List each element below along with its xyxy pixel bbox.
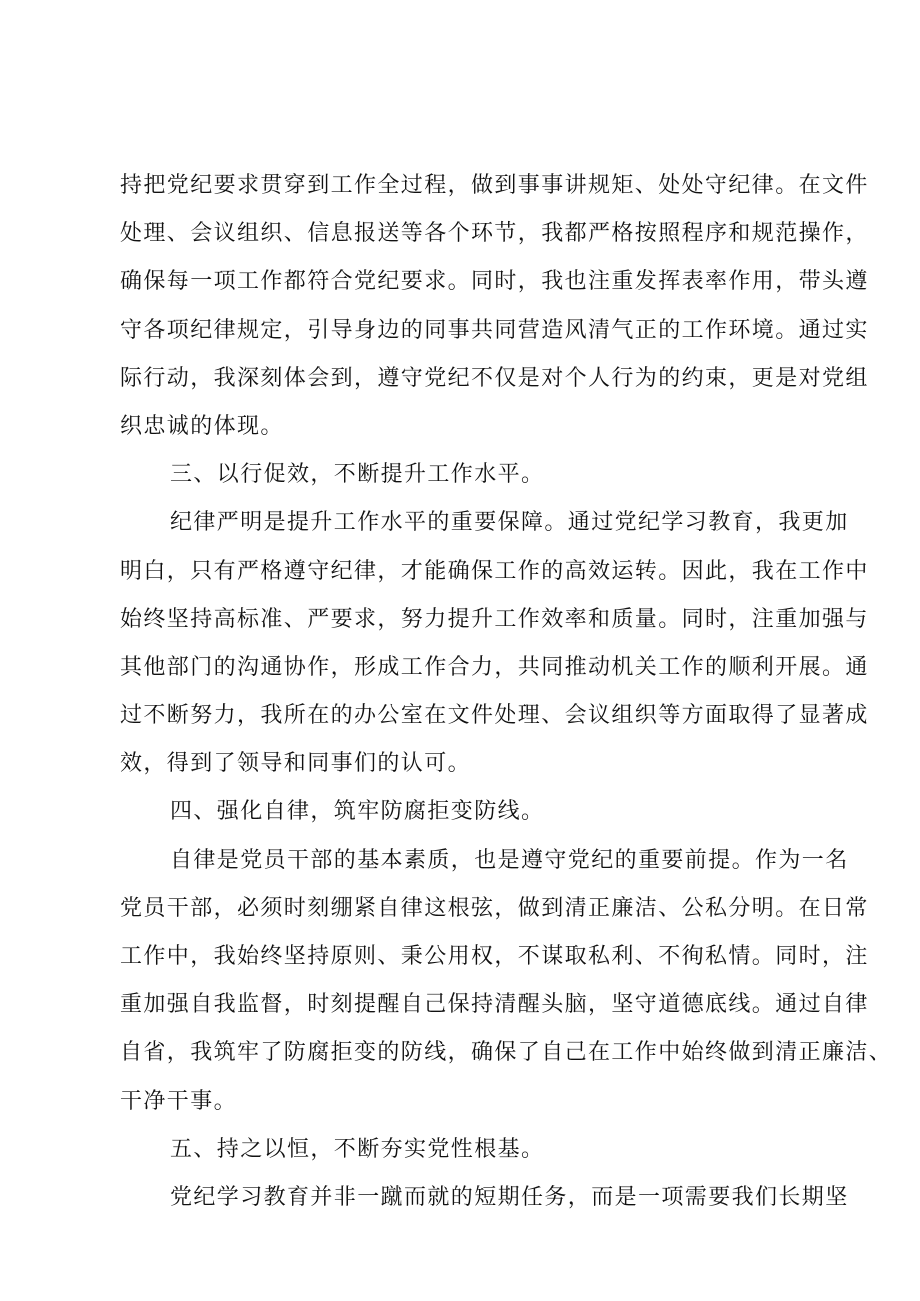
text-line: 确保每一项工作都符合党纪要求。同时，我也注重发挥表率作用，带头遵 bbox=[120, 269, 869, 295]
text-line: 处理、会议组织、信息报送等各个环节，我都严格按照程序和规范操作， bbox=[120, 221, 869, 247]
text-line: 纪律严明是提升工作水平的重要保障。通过党纪学习教育，我更加 bbox=[170, 510, 849, 536]
text-line: 始终坚持高标准、严要求，努力提升工作效率和质量。同时，注重加强与 bbox=[120, 606, 869, 632]
paragraph-self-discipline bbox=[120, 837, 893, 1126]
text-line: 工作中，我始终坚持原则、秉公用权，不谋取私利、不徇私情。同时，注 bbox=[120, 944, 869, 970]
section-heading-three: 三、以行促效，不断提升工作水平。 bbox=[170, 462, 545, 488]
text-line: 党纪学习教育并非一蹴而就的短期任务，而是一项需要我们长期坚 bbox=[170, 1184, 849, 1210]
text-line: 干净干事。 bbox=[120, 1088, 238, 1114]
text-line: 守各项纪律规定，引导身边的同事共同营造风清气正的工作环境。通过实 bbox=[120, 317, 869, 343]
paragraph-persistence bbox=[120, 1174, 849, 1222]
text-line: 自律是党员干部的基本素质，也是遵守党纪的重要前提。作为一名 bbox=[170, 847, 849, 873]
paragraph-work-level bbox=[120, 499, 869, 788]
text-line: 效，得到了领导和同事们的认可。 bbox=[120, 751, 472, 777]
paragraph-discipline-practice bbox=[120, 162, 869, 451]
text-line: 党员干部，必须时刻绷紧自律这根弦，做到清正廉洁、公私分明。在日常 bbox=[120, 895, 869, 921]
text-line: 明白，只有严格遵守纪律，才能确保工作的高效运转。因此，我在工作中 bbox=[120, 558, 869, 584]
text-line: 持把党纪要求贯穿到工作全过程，做到事事讲规矩、处处守纪律。在文件 bbox=[120, 173, 869, 198]
text-line: 过不断努力，我所在的办公室在文件处理、会议组织等方面取得了显著成 bbox=[120, 703, 869, 729]
text-line: 其他部门的沟通协作，形成工作合力，共同推动机关工作的顺利开展。通 bbox=[120, 654, 869, 680]
section-heading-four: 四、强化自律，筑牢防腐拒变防线。 bbox=[170, 799, 545, 825]
document-body bbox=[120, 162, 893, 1222]
text-line: 自省，我筑牢了防腐拒变的防线，确保了自己在工作中始终做到清正廉洁、 bbox=[120, 1040, 893, 1066]
text-line: 织忠诚的体现。 bbox=[120, 413, 284, 439]
text-line: 际行动，我深刻体会到，遵守党纪不仅是对个人行为的约束，更是对党组 bbox=[120, 365, 869, 391]
text-line: 重加强自我监督，时刻提醒自己保持清醒头脑，坚守道德底线。通过自律 bbox=[120, 992, 869, 1018]
section-heading-five: 五、持之以恒，不断夯实党性根基。 bbox=[170, 1136, 545, 1162]
